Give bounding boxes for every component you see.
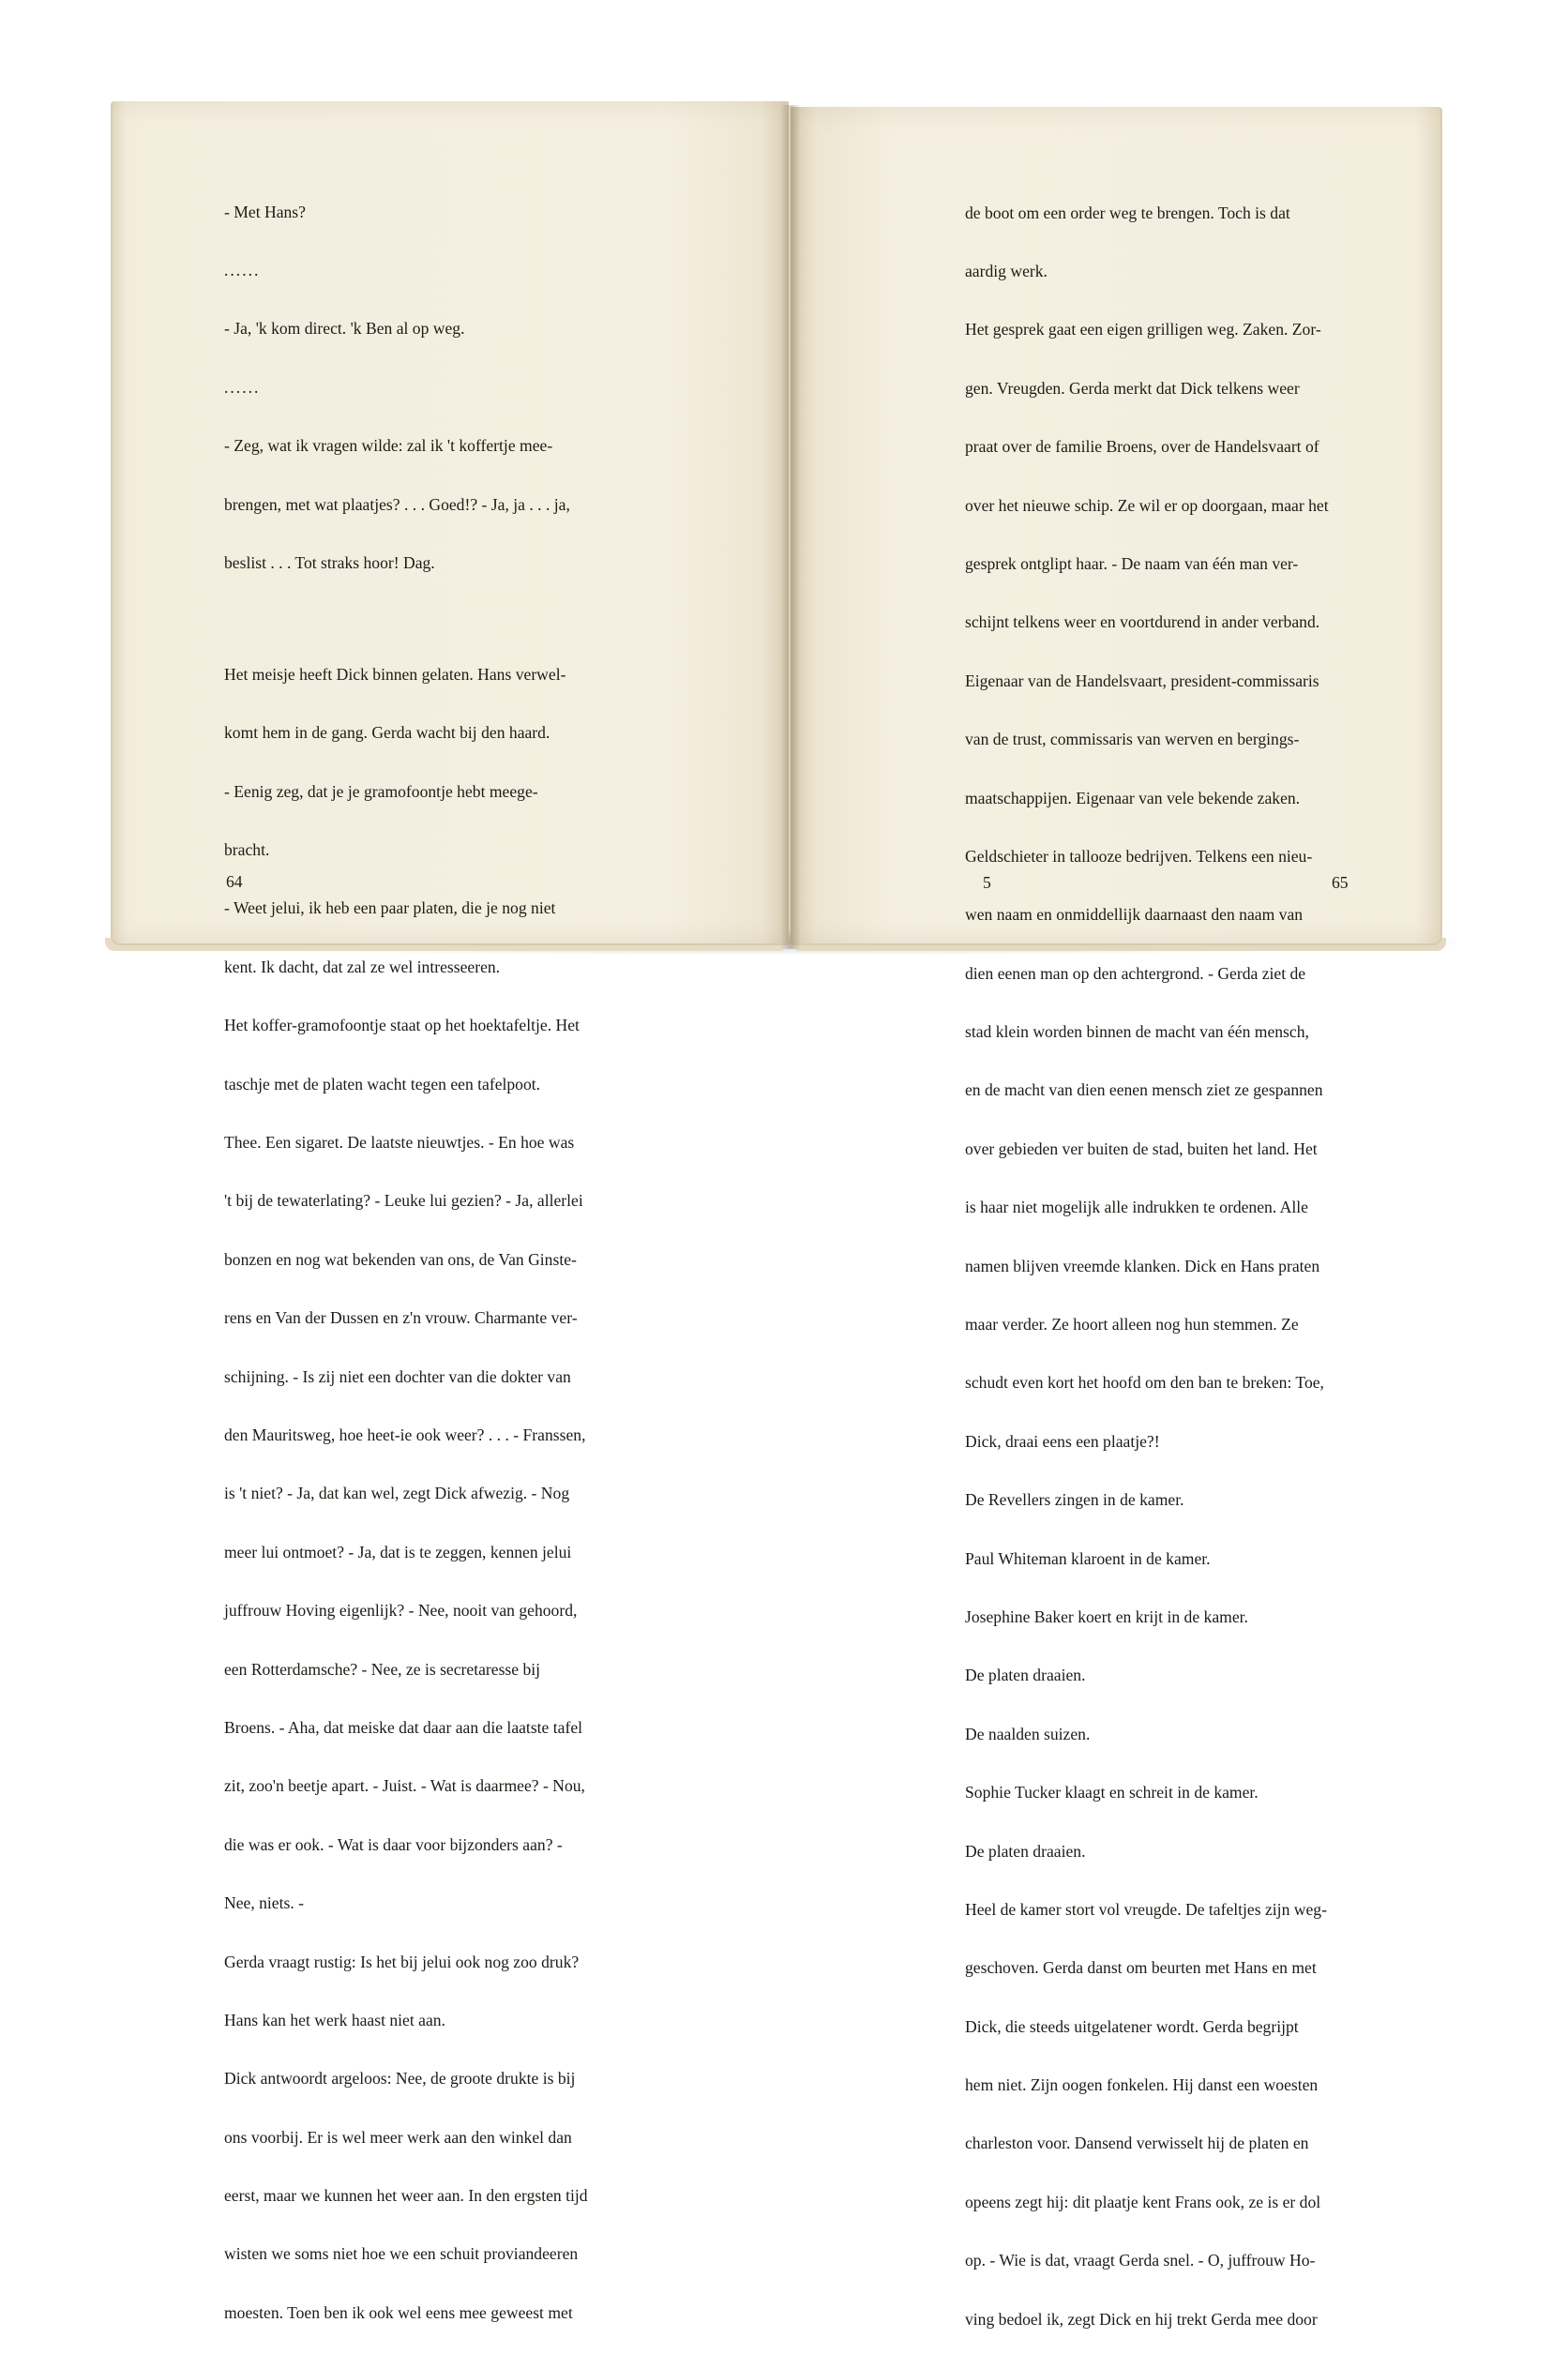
text-line: Thee. Een sigaret. De laatste nieuwtjes. - En hoe was	[224, 1133, 575, 1153]
paragraph-gap	[224, 611, 618, 626]
text-line: Geldschieter in tallooze bedrijven. Telkens een nieu-	[965, 846, 1313, 866]
text-line: stad klein worden binnen de macht van één mensch,	[965, 1022, 1309, 1042]
text-line: brengen, met wat plaatjes? . . . Goed!? - Ja, ja . . . ja,	[224, 494, 570, 514]
text-line: Het meisje heeft Dick binnen gelaten. Hans verwel-	[224, 664, 566, 684]
text-line: Josephine Baker koert en krijt in de kamer.	[965, 1606, 1248, 1626]
text-line: een Rotterdamsche? - Nee, ze is secretaresse bij	[224, 1659, 541, 1679]
left-page-text	[224, 163, 618, 2361]
text-line: meer lui ontmoet? - Ja, dat is te zeggen, kennen jelui	[224, 1542, 572, 1561]
text-line: gen. Vreugden. Gerda merkt dat Dick telkens weer	[965, 378, 1300, 398]
text-line: schijning. - Is zij niet een dochter van die dokter van	[224, 1366, 571, 1386]
text-line: is 't niet? - Ja, dat kan wel, zegt Dick afwezig. - Nog	[224, 1484, 570, 1503]
text-line: wisten we soms niet hoe we een schuit proviandeeren	[224, 2244, 579, 2264]
text-line: schudt even kort het hoofd om den ban te breken: Toe,	[965, 1373, 1324, 1393]
text-line: opeens zegt hij: dit plaatje kent Frans ook, ze is er dol	[965, 2192, 1321, 2211]
right-page-text	[965, 164, 1359, 2368]
text-line: Het gesprek gaat een eigen grilligen weg. Zaken. Zor-	[965, 320, 1321, 339]
text-line: namen blijven vreemde klanken. Dick en Hans praten	[965, 1256, 1320, 1275]
text-line: bonzen en nog wat bekenden van ons, de Van Ginste-	[224, 1249, 577, 1269]
text-line: - Ja, 'k kom direct. 'k Ben al op weg.	[224, 319, 465, 339]
text-line: komt hem in de gang. Gerda wacht bij den haard.	[224, 723, 550, 743]
text-line: Hans kan het werk haast niet aan.	[224, 2010, 445, 2029]
text-line: is haar niet mogelijk alle indrukken te ordenen. Alle	[965, 1198, 1308, 1217]
text-line: schijnt telkens weer en voortdurend in ander verband.	[965, 612, 1320, 632]
ellipsis-line: ......	[224, 260, 261, 279]
text-line: bracht.	[224, 840, 270, 860]
text-line: gesprek ontglipt haar. - De naam van één man ver-	[965, 553, 1299, 573]
text-line: De platen draaien.	[965, 1666, 1086, 1685]
text-line: maatschappijen. Eigenaar van vele bekende zaken.	[965, 788, 1301, 807]
text-line: rens en Van der Dussen en z'n vrouw. Charmante ver-	[224, 1308, 578, 1328]
text-line: eerst, maar we kunnen het weer aan. In den ergsten tijd	[224, 2186, 588, 2206]
text-line: - Weet jelui, ik heb een paar platen, die je nog niet	[224, 898, 556, 918]
text-line: - Eenig zeg, dat je je gramofoontje hebt meege-	[224, 781, 538, 801]
text-line: ons voorbij. Er is wel meer werk aan den winkel dan	[224, 2127, 572, 2147]
text-line: - Zeg, wat ik vragen wilde: zal ik 't koffertje mee-	[224, 436, 553, 456]
text-line: geschoven. Gerda danst om beurten met Hans en met	[965, 1958, 1317, 1978]
text-line: Dick, draai eens een plaatje?!	[965, 1431, 1160, 1451]
text-line: beslist . . . Tot straks hoor! Dag.	[224, 552, 435, 572]
text-line: de boot om een order weg te brengen. Toch is dat	[965, 203, 1290, 222]
text-line: De platen draaien.	[965, 1841, 1086, 1861]
text-line: Nee, niets. -	[224, 1893, 305, 1913]
text-line: op. - Wie is dat, vraagt Gerda snel. - O, juffrouw Ho-	[965, 2251, 1316, 2270]
text-line: Paul Whiteman klaroent in de kamer.	[965, 1548, 1211, 1568]
text-line: en de macht van dien eenen mensch ziet ze gespannen	[965, 1080, 1323, 1100]
text-line: kent. Ik dacht, dat zal ze wel intresseeren.	[224, 957, 501, 976]
text-line: den Mauritsweg, hoe heet-ie ook weer? . . . - Franssen,	[224, 1425, 586, 1444]
text-line: hem niet. Zijn oogen fonkelen. Hij danst een woesten	[965, 2075, 1319, 2095]
text-line: charleston voor. Dansend verwisselt hij de platen en	[965, 2134, 1309, 2153]
ellipsis-line: ......	[224, 377, 261, 397]
text-line: De naalden suizen.	[965, 1724, 1091, 1743]
text-line: taschje met de platen wacht tegen een tafelpoot.	[224, 1074, 541, 1094]
text-line: wen naam en onmiddellijk daarnaast den naam van	[965, 905, 1304, 925]
text-line: Eigenaar van de Handelsvaart, president-commissaris	[965, 671, 1319, 690]
text-line: Het koffer-gramofoontje staat op het hoektafeltje. Het	[224, 1016, 580, 1035]
text-line: Gerda vraagt rustig: Is het bij jelui ook nog zoo druk?	[224, 1952, 580, 1971]
text-line: over gebieden ver buiten de stad, buiten het land. Het	[965, 1139, 1318, 1158]
text-line: juffrouw Hoving eigenlijk? - Nee, nooit van gehoord,	[224, 1601, 578, 1621]
text-line: - Met Hans?	[224, 202, 306, 221]
text-line: over het nieuwe schip. Ze wil er op doorgaan, maar het	[965, 495, 1329, 515]
text-line: dien eenen man op den achtergrond. - Gerda ziet de	[965, 963, 1306, 983]
right-page-number: 65	[1332, 873, 1349, 892]
text-line: ving bedoel ik, zegt Dick en hij trekt Gerda mee door	[965, 2309, 1318, 2329]
text-line: aardig werk.	[965, 261, 1048, 280]
text-line: zit, zoo'n beetje apart. - Juist. - Wat is daarmee? - Nou,	[224, 1776, 585, 1796]
signature-mark: 5	[983, 873, 991, 892]
text-line: van de trust, commissaris van werven en bergings-	[965, 730, 1300, 749]
text-line: Heel de kamer stort vol vreugde. De tafeltjes zijn weg-	[965, 1899, 1327, 1919]
text-line: Broens. - Aha, dat meiske dat daar aan die laatste tafel	[224, 1717, 583, 1737]
text-line: moesten. Toen ben ik ook wel eens mee geweest met	[224, 2302, 573, 2322]
text-line: maar verder. Ze hoort alleen nog hun stemmen. Ze	[965, 1315, 1299, 1335]
text-line: praat over de familie Broens, over de Handelsvaart of	[965, 437, 1319, 457]
text-line: Dick antwoordt argeloos: Nee, de groote drukte is bij	[224, 2069, 576, 2089]
text-line: die was er ook. - Wat is daar voor bijzonders aan? -	[224, 1834, 563, 1854]
text-line: Dick, die steeds uitgelatener wordt. Gerda begrijpt	[965, 2016, 1299, 2036]
text-line: Sophie Tucker klaagt en schreit in de kamer.	[965, 1783, 1259, 1802]
text-line: 't bij de tewaterlating? - Leuke lui gezien? - Ja, allerlei	[224, 1191, 583, 1211]
text-line: De Revellers zingen in de kamer.	[965, 1490, 1184, 1510]
book-gutter	[780, 105, 801, 949]
left-page-number: 64	[226, 872, 243, 891]
